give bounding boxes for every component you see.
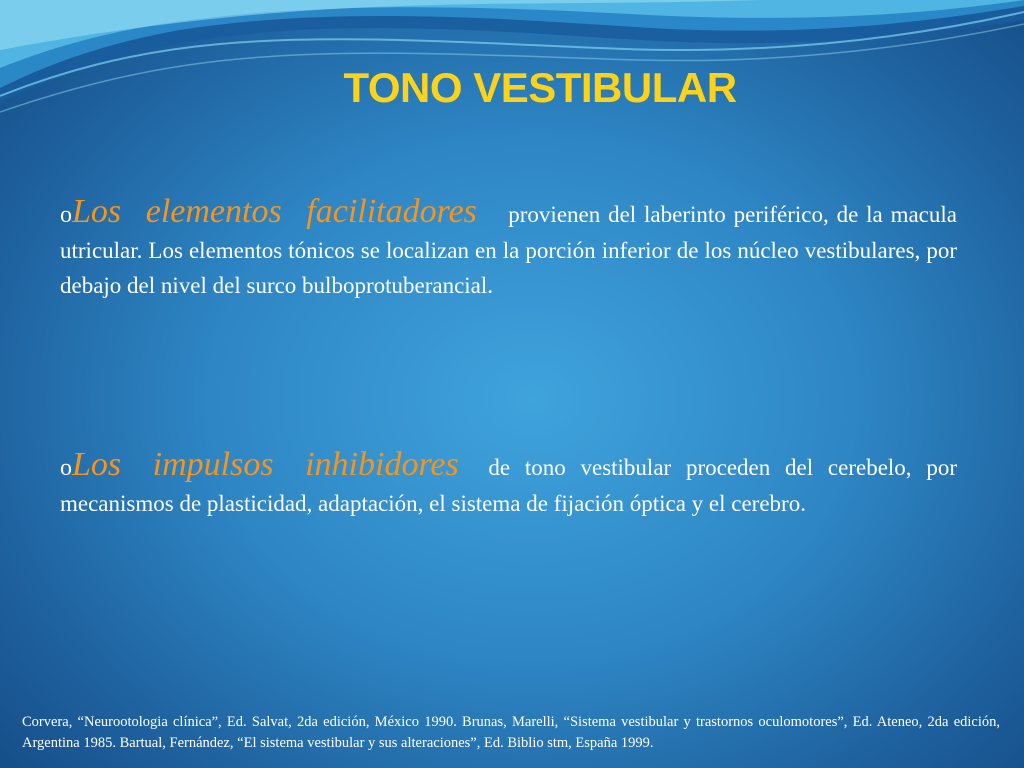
- paragraph-lead: Los impulsos inhibidores: [72, 446, 459, 483]
- paragraph-lead: Los elementos facilitadores: [72, 193, 477, 230]
- paragraph-facilitators: [60, 194, 957, 303]
- slide-title: TONO VESTIBULAR: [343, 64, 737, 111]
- bullet-marker: o: [60, 202, 72, 228]
- paragraph-body: de tono vestibular proceden del cerebelo, por mecanismos de plasticidad, adaptación, el sistema de fijación óptica y el cerebro.: [60, 455, 957, 516]
- references-footer: Corvera, “Neurootologia clínica”, Ed. Salvat, 2da edición, México 1990. Brunas, Marelli, “Sistema vestibular y trastornos oculomotores”, Ed. Ateneo, 2da edición, Argentina 1985. Bartual, Fernández, “El sistema vestibular y sus alteraciones”, Ed. Biblio stm, España 1999.: [22, 714, 1000, 751]
- bullet-marker: o: [60, 455, 72, 481]
- paragraph-body: provienen del laberinto periférico, de la macula utricular. Los elementos tónicos se localizan en la porción inferior de los núcleo vestibulares, por debajo del nivel del surco bulboprotuberancial.: [60, 202, 957, 298]
- paragraph-inhibitors: [60, 447, 957, 521]
